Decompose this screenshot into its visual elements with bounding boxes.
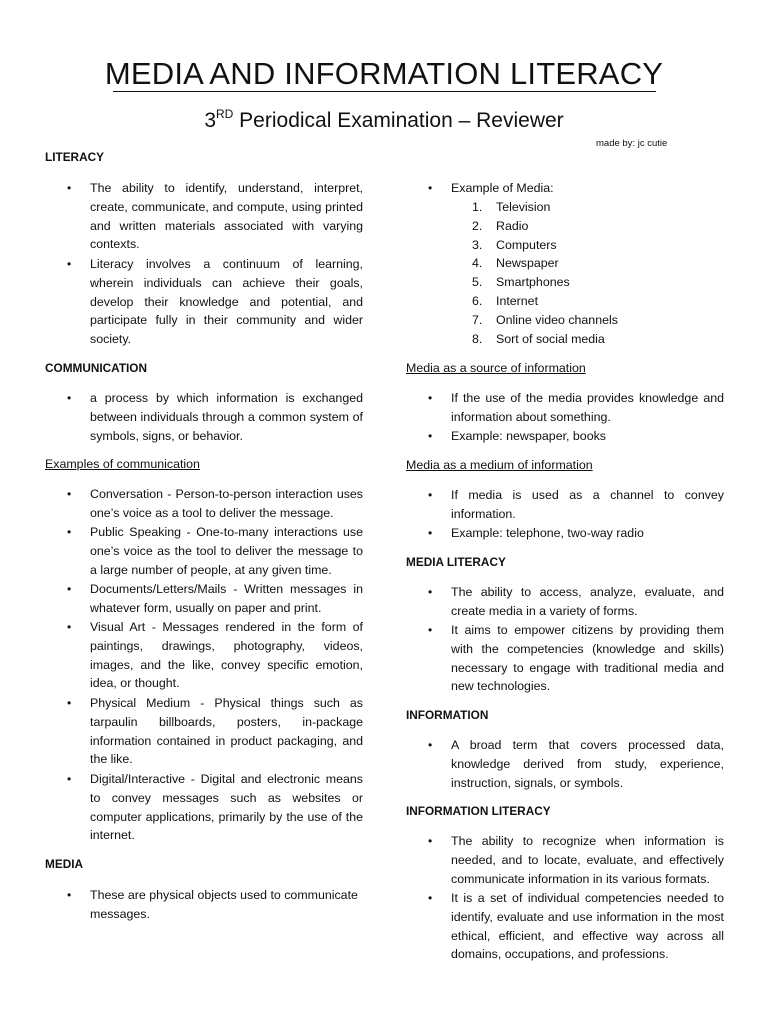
- bullet-icon: •: [67, 181, 72, 195]
- list-item-text: Documents/Letters/Mails - Written messages in whatever form, usually on paper and print.: [90, 582, 363, 615]
- section-heading-media-source: Media as a source of information: [406, 361, 586, 375]
- subtitle-text: Periodical Examination – Reviewer: [233, 109, 564, 132]
- bullet-icon: •: [67, 772, 72, 786]
- item-number: 3.: [472, 238, 483, 252]
- section-heading-media: MEDIA: [45, 857, 84, 871]
- bullet-icon: •: [67, 257, 72, 271]
- bullet-icon: •: [428, 181, 433, 195]
- item-number: 2.: [472, 219, 483, 233]
- bullet-icon: •: [428, 429, 433, 443]
- list-item-text: Digital/Interactive - Digital and electronic means to convey messages such as websites or computer applications, primarily by the use of the internet.: [90, 772, 363, 843]
- bullet-icon: •: [67, 620, 72, 634]
- bullet-icon: •: [67, 888, 72, 902]
- list-item-text: Example: telephone, two-way radio: [451, 526, 644, 540]
- item-text: Internet: [496, 294, 539, 308]
- list-item-text: Visual Art - Messages rendered in the form of paintings, drawings, photography, videos, images, and the like, convey specific emotion, idea, or thought.: [90, 620, 363, 691]
- list-item-text: These are physical objects used to communicate messages.: [90, 888, 358, 921]
- made-by-note: made by: jc cutie: [596, 138, 668, 149]
- item-number: 4.: [472, 256, 483, 270]
- section-heading-media-literacy: MEDIA LITERACY: [406, 555, 506, 569]
- subtitle-superscript: RD: [216, 107, 234, 121]
- item-number: 6.: [472, 294, 483, 308]
- item-text: Online video channels: [496, 313, 618, 327]
- item-text: Sort of social media: [496, 332, 605, 346]
- list-item-text: If media is used as a channel to convey information.: [451, 488, 724, 521]
- bullet-icon: •: [67, 391, 72, 405]
- bullet-icon: •: [428, 834, 433, 848]
- page-subtitle: [0, 108, 768, 134]
- item-text: Radio: [496, 219, 529, 233]
- section-heading-examples-of-communication: Examples of communication: [45, 457, 200, 471]
- item-text: Smartphones: [496, 275, 570, 289]
- bullet-icon: •: [428, 623, 433, 637]
- bullet-icon: •: [67, 582, 72, 596]
- item-number: 7.: [472, 313, 483, 327]
- subtitle-number: 3: [204, 109, 216, 132]
- title-underline: [113, 91, 656, 92]
- bullet-icon: •: [428, 526, 433, 540]
- bullet-icon: •: [428, 391, 433, 405]
- list-item-text: Literacy involves a continuum of learning, wherein individuals can achieve their goals, develop their knowledge and potential, and participate fully in their community and wider society.: [90, 257, 363, 347]
- item-number: 8.: [472, 332, 483, 346]
- section-heading-literacy: LITERACY: [45, 150, 104, 164]
- list-item-text: Physical Medium - Physical things such as tarpaulin billboards, posters, in-package information contained in product packaging, and the like.: [90, 696, 363, 767]
- item-text: Newspaper: [496, 256, 559, 270]
- list-item-text: a process by which information is exchanged between individuals through a common system of symbols, signs, or behavior.: [90, 391, 363, 443]
- bullet-icon: •: [67, 696, 72, 710]
- section-heading-communication: COMMUNICATION: [45, 361, 148, 375]
- item-text: Computers: [496, 238, 557, 252]
- list-item-text: If the use of the media provides knowledge and information about something.: [451, 391, 724, 424]
- bullet-icon: •: [428, 738, 433, 752]
- section-heading-information: INFORMATION: [406, 708, 489, 722]
- list-item-text: Example: newspaper, books: [451, 429, 606, 443]
- bullet-icon: •: [428, 488, 433, 502]
- bullet-icon: •: [67, 487, 72, 501]
- list-item-text: Public Speaking - One-to-many interactions use one’s voice as the tool to deliver the message to a large number of people, at any given time.: [90, 525, 363, 577]
- page-title: MEDIA AND INFORMATION LITERACY: [104, 56, 664, 91]
- list-item-text: It aims to empower citizens by providing them with the competencies (knowledge and skills) necessary to engage with traditional media and new technologies.: [451, 623, 724, 694]
- list-item-text: It is a set of individual competencies needed to identify, evaluate and use information in the most ethical, efficient, and effective way across all domains, occupations, and professions.: [451, 891, 724, 962]
- list-item-text: The ability to access, analyze, evaluate, and create media in a variety of forms.: [451, 585, 724, 618]
- item-number: 5.: [472, 275, 483, 289]
- list-item-text: A broad term that covers processed data, knowledge derived from study, experience, instruction, signals, or symbols.: [451, 738, 724, 790]
- list-item-text: The ability to identify, understand, interpret, create, communicate, and compute, using printed and written materials associated with varying contexts.: [90, 181, 363, 252]
- bullet-icon: •: [67, 525, 72, 539]
- list-item-text: Example of Media:: [451, 181, 554, 195]
- section-heading-media-medium: Media as a medium of information: [406, 458, 593, 472]
- item-number: 1.: [472, 200, 483, 214]
- bullet-icon: •: [428, 585, 433, 599]
- item-text: Television: [496, 200, 551, 214]
- bullet-icon: •: [428, 891, 433, 905]
- section-heading-information-literacy: INFORMATION LITERACY: [406, 804, 551, 818]
- list-item-text: Conversation - Person-to-person interaction uses one’s voice as a tool to deliver the message.: [90, 487, 363, 520]
- list-item-text: The ability to recognize when information is needed, and to locate, evaluate, and effectively communicate information in its various formats.: [451, 834, 724, 886]
